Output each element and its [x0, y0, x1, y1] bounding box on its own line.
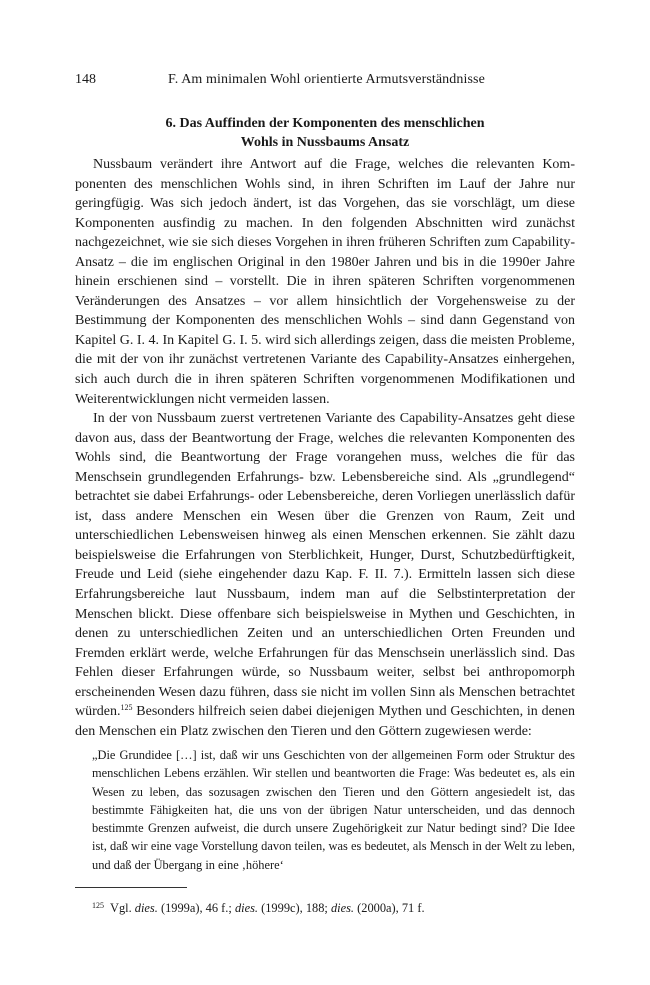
footnote-prefix: Vgl. [110, 901, 135, 915]
section-heading [75, 114, 575, 152]
section-heading-line-1: 6. Das Auffinden der Komponenten des menschlichen [165, 116, 485, 131]
section-heading-line-2: Wohls in Nussbaums Ansatz [240, 135, 410, 150]
block-quote [92, 746, 575, 874]
footnote-dies-1: dies. [134, 901, 158, 915]
footnote-dies-3: dies. [330, 901, 355, 915]
paragraph-2-text-a: In der von Nussbaum zuerst vertretenen Variante des Capability-Ansatzes geht diese davon aus, dass der Beantwortung der Frage, welches die relevanten Komponenten des Wohls sind, die Beantwortung der Frage vorangehen muss, welches die für das Menschsein grundlegenden Erfahrungs- bzw. Lebensbereiche sind. Als „grundlegend“ betrachtet sie dabei Erfahrungs- oder Lebensbereiche, deren Vorliegen unerlässlich dafür ist, dass andere Menschen ein Wesen über die Grenzen von Raum, Zeit und unterschiedlichen Lebensweisen hinweg als einen Menschen erkennen. Sie zählt dazu beispielsweise die Erfahrungen von Sterblichkeit, Hunger, Durst, Schutzbedürftigkeit, Freude und Leid (siehe eingehender dazu Kap. F. II. 7.). Ermitteln lassen sich diese Erfahrungsbereiche laut Nussbaum, indem man auf die Selbstinterpretation der Menschen blickt. Diese offenbare sich beispielsweise in Mythen und Geschichten, in denen zu unterschiedlichen Zeiten und an unterschiedlichen Orten Freunden und Fremden erklärt werde, welche Erfahrungen für das Menschsein unerlässlich sind. Das Fehlen dieser Erfahrungen würde, so Nussbaum weiter, selbst bei anthropomorph erscheinenden Wesen dazu führen, dass sie nicht im vollen Sinn als Menschen betrachtet würden. [75, 411, 575, 720]
body-text [75, 155, 575, 741]
footnote-mid-1: (1999a), 46 f.; [157, 901, 235, 915]
paragraph-2-text-b: Besonders hilfreich seien dabei diejenigen Mythen und Geschichten, in denen den Menschen ein Platz zwischen den Tieren und den Göttern zugewiesen werde: [75, 704, 575, 739]
page-number: 148 [75, 72, 96, 87]
running-head: F. Am minimalen Wohl orientierte Armutsverständnisse [168, 72, 485, 87]
paragraph-1: Nussbaum verändert ihre Antwort auf die Frage, welches die relevanten Komponenten des menschlichen Wohls sind, in ihren Schriften im Lauf der Jahre nur geringfügig. Was sich jedoch ändert, ist das Vorgehen, das sie vorschlägt, um diese Komponenten ausfindig zu machen. In den folgenden Abschnitten wird zunächst nachgezeichnet, wie sie sich dieses Vorgehen in ihren früheren Schriften zum Capability-Ansatz – die im englischen Original in den 1980er Jahren und bis in die 1990er Jahre hinein erschienen sind – vorstellt. Die in ihren späteren Schriften vorgenommenen Veränderungen des Ansatzes – vor allem hinsichtlich der Vorgehensweise zu der Bestimmung der Komponenten des menschlichen Wohls – sind dann Gegenstand von Kapitel G. I. 4. In Kapitel G. I. 5. wird sich allerdings zeigen, dass die meisten Probleme, die mit der von ihr zunächst vertretenen Variante des Capability-Ansatzes einhergehen, sich auch durch die in ihren späteren Schriften vorgenommenen Modifikationen und Weiterentwicklungen nicht vermeiden lassen. [75, 157, 575, 407]
footnote-suffix: (2000a), 71 f. [354, 901, 425, 915]
block-quote-text: „Die Grundidee […] ist, daß wir uns Geschichten von der allgemeinen Form oder Struktur des menschlichen Lebens erzählen. Wir stellen und beantworten die Frage: Was bedeutet es, als ein Wesen zu leben, das sozusagen zwischen den Tieren und den Göttern angesiedelt ist, das bestimmte Fähigkeiten hat, die uns von der übrigen Natur unterscheiden, und das dennoch bestimmte Grenzen aufweist, die durch unsere Zugehörigkeit zur Natur bedingt sind? Die Idee ist, daß wir eine vage Vorstellung davon teilen, was es bedeutet, als Mensch in der Welt zu leben, und daß der Übergang in eine ‚höhere‘ [92, 748, 575, 872]
footnote-reference: 125 [120, 703, 133, 713]
paragraph-2 [75, 409, 575, 741]
footnote-number: 125 [92, 901, 104, 910]
footnote-dies-2: dies. [234, 901, 259, 915]
footnote [92, 898, 425, 916]
footnote-divider [75, 887, 187, 888]
footnote-mid-2: (1999c), 188; [258, 901, 331, 915]
